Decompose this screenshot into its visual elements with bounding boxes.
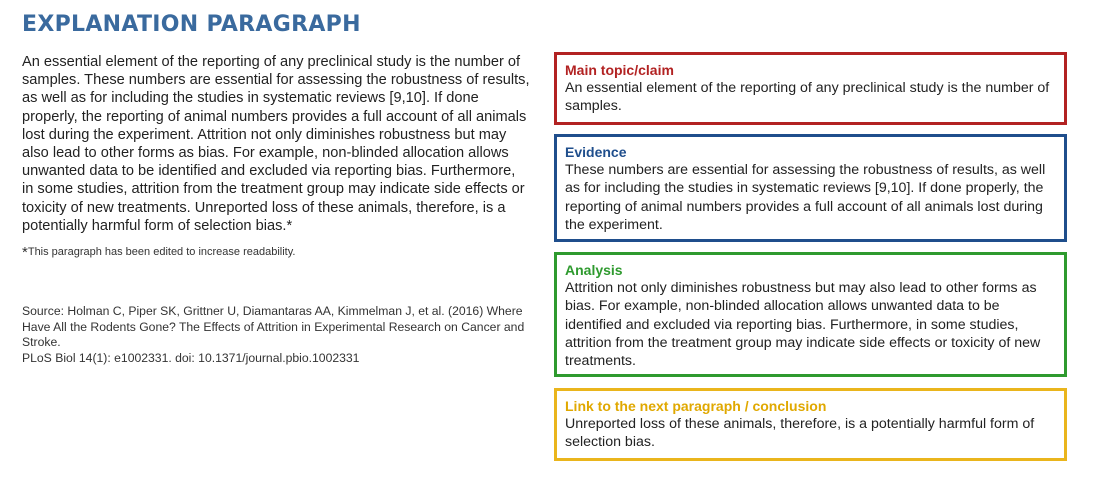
- analysis-title: Analysis: [565, 262, 623, 278]
- footnote-asterisk: *: [22, 244, 28, 262]
- source-citation: [22, 304, 542, 366]
- paragraph-text: An essential element of the reporting of any preclinical study is the number of samples. These numbers are essential for assessing the robustness of results, as well as for including the studies in systematic reviews [9,10]. If done properly, the reporting of animal numbers provides a full account of all animals lost during the experiment. Attrition not only diminishes robustness but may also lead to other forms as bias. For example, non-blinded allocation allows unwanted data to be identified and excluded via reporting bias. Furthermore, in some studies, attrition from the treatment group may indicate side effects or toxicity of new treatments. Unreported loss of these animals, therefore, is a potentially harmful form of selection bias.: [22, 54, 530, 234]
- conclusion-box: [554, 388, 1067, 461]
- evidence-title: Evidence: [565, 144, 627, 160]
- conclusion-title: Link to the next paragraph / conclusion: [565, 398, 827, 414]
- analysis-box: [554, 252, 1067, 377]
- source-line: Source: Holman C, Piper SK, Grittner U, Diamantaras AA, Kimmelman J, et al. (2016) Where Have All the Rodents Gone? The Effects of Attrition in Experimental Research on Cancer and Stroke.: [22, 304, 525, 349]
- paragraph-asterisk: *: [286, 217, 293, 234]
- footnote-text: This paragraph has been edited to increase readability.: [27, 246, 296, 259]
- evidence-text: These numbers are essential for assessing the robustness of results, as well as for including the studies in systematic reviews [9,10]. If done properly, the reporting of animal numbers provides a full account of all animals lost during the experiment.: [565, 162, 1046, 233]
- main-topic-title: Main topic/claim: [565, 62, 674, 78]
- explanation-column: [22, 53, 530, 260]
- source-line: PLoS Biol 14(1): e1002331. doi: 10.1371/journal.pbio.1002331: [22, 350, 360, 365]
- main-topic-box: [554, 52, 1067, 125]
- conclusion-text: Unreported loss of these animals, therefore, is a potentially harmful form of selection bias.: [565, 416, 1035, 451]
- page-title: EXPLANATION PARAGRAPH: [22, 12, 361, 37]
- main-topic-text: An essential element of the reporting of any preclinical study is the number of samples.: [565, 80, 1050, 115]
- analysis-text: Attrition not only diminishes robustness but may also lead to other forms as bias. For example, non-blinded allocation allows unwanted data to be identified and excluded via reporting bias. Furthermore, in some studies, attrition from the treatment group may indicate side effects or toxicity of new treatments.: [565, 280, 1041, 370]
- evidence-box: [554, 134, 1067, 242]
- explanation-paragraph: [22, 53, 530, 235]
- edit-footnote: [22, 245, 530, 260]
